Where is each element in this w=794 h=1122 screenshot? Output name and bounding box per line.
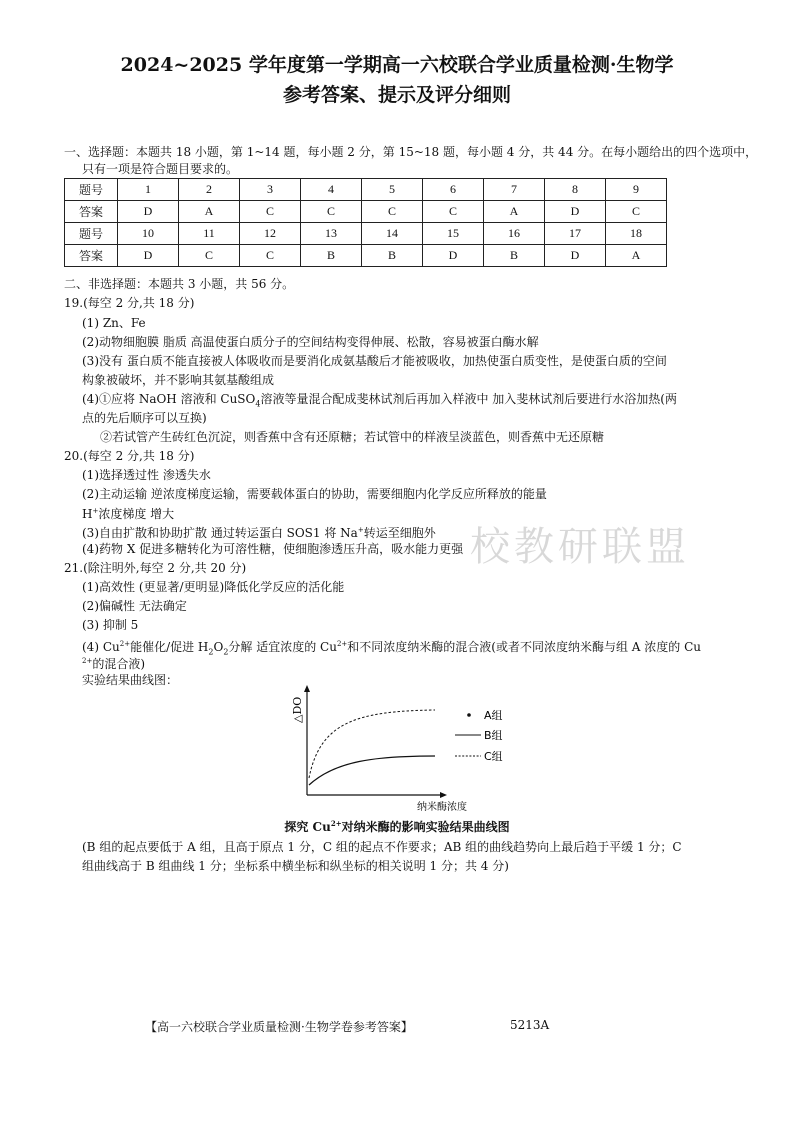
text-segment: 对纳米酶的影响实验结果曲线图 xyxy=(341,820,510,834)
q19-line: 点的先后顺序可以互换) xyxy=(82,411,207,425)
x-axis-arrow xyxy=(440,792,447,798)
q21-line: (1)高效性 (更显著/更明显)降低化学反应的活化能 xyxy=(82,580,345,594)
row-label: 题号 xyxy=(65,223,118,245)
text-segment: 的混合液) xyxy=(92,657,146,671)
table-cell: B xyxy=(362,245,423,267)
q21-line: 实验结果曲线图： xyxy=(82,673,179,687)
table-row xyxy=(65,179,667,201)
table-cell: 13 xyxy=(301,223,362,245)
q21-line: (2)偏碱性 无法确定 xyxy=(82,599,187,613)
superscript: + xyxy=(92,507,99,515)
table-cell: A xyxy=(484,201,545,223)
text-segment: O xyxy=(213,640,224,654)
q20-heading: 20.(每空 2 分,共 18 分) xyxy=(64,449,195,463)
q21-heading: 21.(除注明外,每空 2 分,共 20 分) xyxy=(64,561,247,575)
table-cell: C xyxy=(606,201,667,223)
table-cell: 11 xyxy=(179,223,240,245)
y-axis-arrow xyxy=(304,685,310,692)
text-segment: 浓度梯度 增大 xyxy=(98,507,175,521)
table-cell: 1 xyxy=(118,179,179,201)
q19-line: (3)没有 蛋白质不能直接被人体吸收而是要消化成氨基酸后才能被吸收，加热使蛋白质变性，是使蛋白质的空间 xyxy=(82,354,667,368)
table-cell: 10 xyxy=(118,223,179,245)
table-cell: D xyxy=(545,201,606,223)
q20-line: (1)选择透过性 渗透失水 xyxy=(82,468,211,482)
q21-note: (B 组的起点要低于 A 组，且高于原点 1 分，C 组的起点不作要求；AB 组的曲线趋势向上最后趋于平缓 1 分；C xyxy=(82,840,682,854)
section1-heading-cont: 只有一项是符合题目要求的。 xyxy=(82,162,239,176)
text-segment: 溶液等量混合配成斐林试剂后再加入样液中 加入斐林试剂后要进行水浴加热(两 xyxy=(260,392,677,406)
text-segment: H xyxy=(82,507,93,521)
page-subtitle: 参考答案、提示及评分细则 xyxy=(282,84,511,106)
table-cell: 5 xyxy=(362,179,423,201)
subscript: 2 xyxy=(208,647,214,657)
q19-line: ②若试管产生砖红色沉淀，则香蕉中含有还原糖；若试管中的样液呈淡蓝色，则香蕉中无还原糖 xyxy=(100,430,605,444)
table-row xyxy=(65,245,667,267)
q21-line xyxy=(82,635,701,661)
table-cell: 15 xyxy=(423,223,484,245)
table-cell: 17 xyxy=(545,223,606,245)
series-b-curve xyxy=(309,756,435,785)
table-row xyxy=(65,201,667,223)
text-segment: (3)自由扩散和协助扩散 通过转运蛋白 SOS1 将 Na xyxy=(82,526,358,540)
table-cell: C xyxy=(362,201,423,223)
table-cell: 8 xyxy=(545,179,606,201)
footer-title: 【高一六校联合学业质量检测·生物学卷参考答案】 xyxy=(145,1020,413,1034)
table-cell: D xyxy=(545,245,606,267)
table-cell: C xyxy=(179,245,240,267)
legend-c-label: C组 xyxy=(484,750,503,763)
table-cell: 14 xyxy=(362,223,423,245)
row-label: 答案 xyxy=(65,201,118,223)
superscript: 2+ xyxy=(330,819,342,828)
table-cell: 6 xyxy=(423,179,484,201)
q20-line: (4)药物 X 促进多糖转化为可溶性糖，使细胞渗透压升高，吸水能力更强 xyxy=(82,542,464,556)
row-label: 题号 xyxy=(65,179,118,201)
series-c-curve xyxy=(309,710,435,778)
superscript: 2+ xyxy=(82,657,93,665)
table-cell: B xyxy=(484,245,545,267)
q19-line: (2)动物细胞膜 脂质 高温使蛋白质分子的空间结构变得伸展、松散，容易被蛋白酶水解 xyxy=(82,335,539,349)
q19-heading: 19.(每空 2 分,共 18 分) xyxy=(64,296,195,310)
table-cell: C xyxy=(240,245,301,267)
table-cell: D xyxy=(118,245,179,267)
q20-line: (2)主动运输 逆浓度梯度运输，需要载体蛋白的协助，需要细胞内化学反应所释放的能量 xyxy=(82,487,547,501)
q19-line: 构象被破坏，并不影响其氨基酸组成 xyxy=(82,373,275,387)
text-segment: 探究 Cu xyxy=(284,820,331,834)
table-cell: A xyxy=(179,201,240,223)
table-cell: 12 xyxy=(240,223,301,245)
table-cell: D xyxy=(423,245,484,267)
table-cell: C xyxy=(423,201,484,223)
table-cell: D xyxy=(118,201,179,223)
section1-heading: 一、选择题：本题共 18 小题，第 1~14 题，每小题 2 分，第 15~18 题，每小题 4 分，共 44 分。在每小题给出的四个选项中， xyxy=(64,145,758,159)
table-cell: 9 xyxy=(606,179,667,201)
table-cell: 2 xyxy=(179,179,240,201)
text-segment: 和不同浓度纳米酶的混合液(或者不同浓度纳米酶与组 A 浓度的 Cu xyxy=(347,640,702,654)
text-segment: (4) Cu xyxy=(82,640,120,654)
legend-b-label: B组 xyxy=(484,729,503,742)
table-cell: 18 xyxy=(606,223,667,245)
superscript: 2+ xyxy=(336,640,348,648)
subscript: 4 xyxy=(255,399,261,409)
text-segment: 能催化/促进 H xyxy=(130,640,209,654)
q21-line: (3) 抑制 5 xyxy=(82,618,139,632)
table-cell: C xyxy=(240,201,301,223)
superscript: 2+ xyxy=(119,640,131,648)
table-cell: 4 xyxy=(301,179,362,201)
table-row xyxy=(65,223,667,245)
table-cell: 16 xyxy=(484,223,545,245)
table-cell: C xyxy=(301,201,362,223)
table-cell: B xyxy=(301,245,362,267)
chart-caption xyxy=(0,818,794,835)
table-cell: A xyxy=(606,245,667,267)
x-axis-label: 纳米酶浓度 xyxy=(417,802,467,813)
page-title: 2024~2025 学年度第一学期高一六校联合学业质量检测·生物学 xyxy=(120,54,674,76)
q19-line: (1) Zn、Fe xyxy=(82,316,146,330)
text-segment: (4)①应将 NaOH 溶液和 CuSO xyxy=(82,392,256,406)
legend-a-label: A组 xyxy=(484,709,503,722)
table-cell: 3 xyxy=(240,179,301,201)
footer-code: 5213A xyxy=(510,1018,550,1032)
answer-table xyxy=(64,178,667,267)
y-axis-label: △DO xyxy=(291,696,304,723)
result-curve-chart xyxy=(285,683,525,813)
row-label: 答案 xyxy=(65,245,118,267)
watermark: 校教研联盟 xyxy=(470,524,690,570)
superscript: + xyxy=(357,526,364,534)
text-segment: 分解 适宜浓度的 Cu xyxy=(228,640,337,654)
table-cell: 7 xyxy=(484,179,545,201)
q21-note: 组曲线高于 B 组曲线 1 分；坐标系中横坐标和纵坐标的相关说明 1 分；共 4 分) xyxy=(82,859,509,873)
subscript: 2 xyxy=(223,647,229,657)
section2-heading: 二、非选择题：本题共 3 小题，共 56 分。 xyxy=(64,277,295,291)
text-segment: 转运至细胞外 xyxy=(363,526,436,540)
legend-a-marker xyxy=(467,713,471,717)
